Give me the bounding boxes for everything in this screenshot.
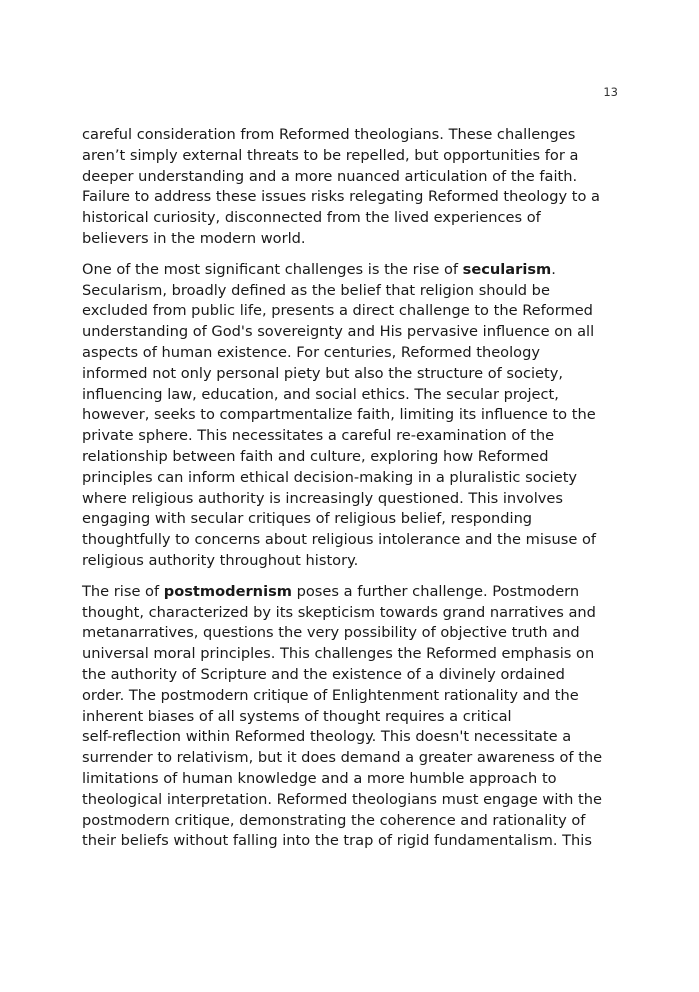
text-line: thought, characterized by its skepticism towards grand narratives and: [82, 603, 596, 621]
text-line: engaging with secular critiques of religious belief, responding: [82, 510, 533, 528]
text-line: order. The postmodern critique of Enlightenment rationality and the: [82, 686, 579, 704]
paragraph-2: [82, 260, 622, 572]
text-segment: poses a further challenge. Postmodern: [291, 582, 580, 600]
text-line: informed not only personal piety but also the structure of society,: [82, 364, 564, 382]
page-number: 13: [603, 85, 618, 99]
text-line: aspects of human existence. For centuries, Reformed theology: [82, 343, 540, 361]
paragraph-1: [82, 125, 622, 250]
text-line: surrender to relativism, but it does demand a greater awareness of the: [82, 749, 603, 767]
text-line: self-reflection within Reformed theology. This doesn't necessitate a: [82, 728, 572, 746]
text-line: where religious authority is increasingly questioned. This involves: [82, 489, 564, 507]
text-line: [82, 582, 622, 603]
text-segment: The rise of: [82, 582, 164, 600]
text-line: private sphere. This necessitates a careful re-examination of the: [82, 427, 555, 445]
text-line: limitations of human knowledge and a more humble approach to: [82, 769, 557, 787]
term-secularism: secularism: [462, 260, 552, 278]
text-line: relationship between faith and culture, exploring how Reformed: [82, 447, 549, 465]
text-line: influencing law, education, and social ethics. The secular project,: [82, 385, 559, 403]
text-line: aren’t simply external threats to be repelled, but opportunities for a: [82, 146, 579, 164]
text-line: careful consideration from Reformed theologians. These challenges: [82, 126, 576, 143]
text-line: deeper understanding and a more nuanced articulation of the faith.: [82, 167, 578, 185]
text-line: however, seeks to compartmentalize faith, limiting its influence to the: [82, 406, 596, 424]
text-line: [82, 260, 622, 281]
text-line: historical curiosity, disconnected from the lived experiences of: [82, 209, 541, 227]
text-segment: One of the most significant challenges is the rise of: [82, 260, 463, 278]
body-text: [82, 125, 622, 862]
text-line: principles can inform ethical decision-making in a pluralistic society: [82, 468, 578, 486]
text-line: religious authority throughout history.: [82, 551, 359, 569]
text-line: Secularism, broadly defined as the belief that religion should be: [82, 281, 550, 299]
text-line: thoughtfully to concerns about religious intolerance and the misuse of: [82, 531, 597, 549]
text-line: understanding of God's sovereignty and His pervasive influence on all: [82, 323, 595, 341]
text-line: their beliefs without falling into the trap of rigid fundamentalism. This: [82, 832, 592, 850]
text-line: the authority of Scripture and the existence of a divinely ordained: [82, 665, 565, 683]
text-line: universal moral principles. This challenges the Reformed emphasis on: [82, 645, 595, 663]
text-line: metanarratives, questions the very possibility of objective truth and: [82, 624, 580, 642]
text-line: theological interpretation. Reformed theologians must engage with the: [82, 790, 602, 808]
text-line: Failure to address these issues risks relegating Reformed theology to a: [82, 188, 600, 206]
text-segment: .: [551, 260, 556, 278]
text-line: excluded from public life, presents a direct challenge to the Reformed: [82, 302, 593, 320]
paragraph-3: [82, 582, 622, 852]
term-postmodernism: postmodernism: [163, 582, 292, 600]
text-line: postmodern critique, demonstrating the coherence and rationality of: [82, 811, 586, 829]
text-line: inherent biases of all systems of thought requires a critical: [82, 707, 512, 725]
text-line: believers in the modern world.: [82, 229, 306, 247]
